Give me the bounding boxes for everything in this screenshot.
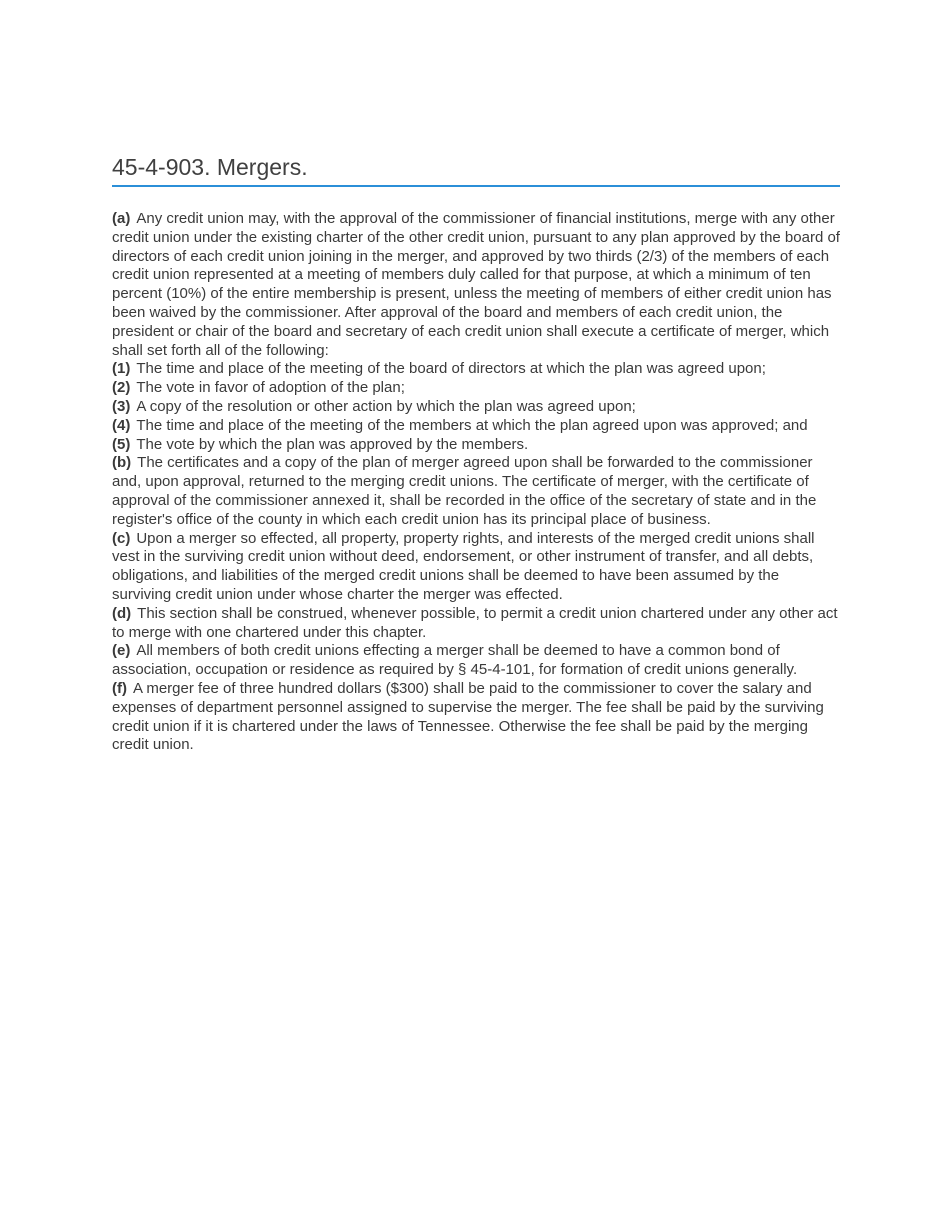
paragraph-e <box>112 642 840 680</box>
paragraph-text: The time and place of the meeting of the board of directors at which the plan was agreed upon; <box>136 360 766 378</box>
paragraph-label: (a) <box>112 210 131 227</box>
paragraph-text: The vote in favor of adoption of the plan; <box>136 379 405 397</box>
paragraph-label: (1) <box>112 360 131 378</box>
item-1 <box>112 360 840 379</box>
paragraph-text: A copy of the resolution or other action by which the plan was agreed upon; <box>136 397 636 415</box>
paragraph-label: (2) <box>112 379 131 397</box>
paragraph-a <box>112 210 840 360</box>
paragraph-label: (4) <box>112 416 131 434</box>
paragraph-label: (f) <box>112 679 127 697</box>
paragraph-text: Any credit union may, with the approval of the commissioner of financial institutions, merge with any other credit union under the existing charter of the other credit union, pursuant to any plan approved by the board of directors of each credit union joining in the merger, and approved by two thirds (2/3) of the members of each credit union represented at a meeting of members duly called for that purpose, at which a minimum of ten percent (10%) of the entire membership is present, unless the meeting of members of either credit union has been waived by the commissioner. After approval of the board and members of each credit union, the president or chair of the board and secretary of each credit union shall execute a certificate of merger, which shall set forth all of the following: <box>112 210 840 359</box>
item-3 <box>112 398 840 417</box>
paragraph-b <box>112 454 840 529</box>
paragraph-label: (c) <box>112 529 131 547</box>
paragraph-text: The certificates and a copy of the plan of merger agreed upon shall be forwarded to the commissioner and, upon approval, returned to the merging credit unions. The certificate of merger, with the certificate of approval of the commissioner annexed it, shall be recorded in the office of the secretary of state and in the register's office of the county in which each credit union has its principal place of business. <box>112 454 817 528</box>
section-title: 45-4-903. Mergers. <box>112 153 840 187</box>
paragraph-label: (d) <box>112 604 132 622</box>
item-2 <box>112 379 840 398</box>
paragraph-c <box>112 530 840 605</box>
item-4 <box>112 417 840 436</box>
paragraph-label: (5) <box>112 435 131 453</box>
paragraph-text: The vote by which the plan was approved by the members. <box>136 435 529 453</box>
paragraph-text: A merger fee of three hundred dollars ($300) shall be paid to the commissioner to cover the salary and expenses of department personnel assigned to supervise the merger. The fee shall be paid by the surviving credit union if it is chartered under the laws of Tennessee. Otherwise the fee shall be paid by the merging credit union. <box>112 679 824 754</box>
document-page <box>112 153 840 755</box>
paragraph-d <box>112 605 840 643</box>
paragraph-label: (3) <box>112 397 131 415</box>
paragraph-label: (e) <box>112 642 131 660</box>
paragraph-text: Upon a merger so effected, all property, property rights, and interests of the merged credit unions shall vest in the surviving credit union without deed, endorsement, or other instrument of transfer, and all debts, obligations, and liabilities of the merged credit unions shall be deemed to have been assumed by the surviving credit union under whose charter the merger was effected. <box>112 529 815 603</box>
item-5 <box>112 436 840 455</box>
paragraph-label: (b) <box>112 454 132 472</box>
paragraph-text: The time and place of the meeting of the members at which the plan agreed upon was approved; and <box>136 416 808 434</box>
paragraph-f <box>112 680 840 755</box>
section-body <box>112 210 840 755</box>
paragraph-text: This section shall be construed, whenever possible, to permit a credit union chartered under any other act to merge with one chartered under this chapter. <box>112 604 838 641</box>
paragraph-text: All members of both credit unions effecting a merger shall be deemed to have a common bond of association, occupation or residence as required by § 45-4-101, for formation of credit unions generally. <box>112 642 798 679</box>
